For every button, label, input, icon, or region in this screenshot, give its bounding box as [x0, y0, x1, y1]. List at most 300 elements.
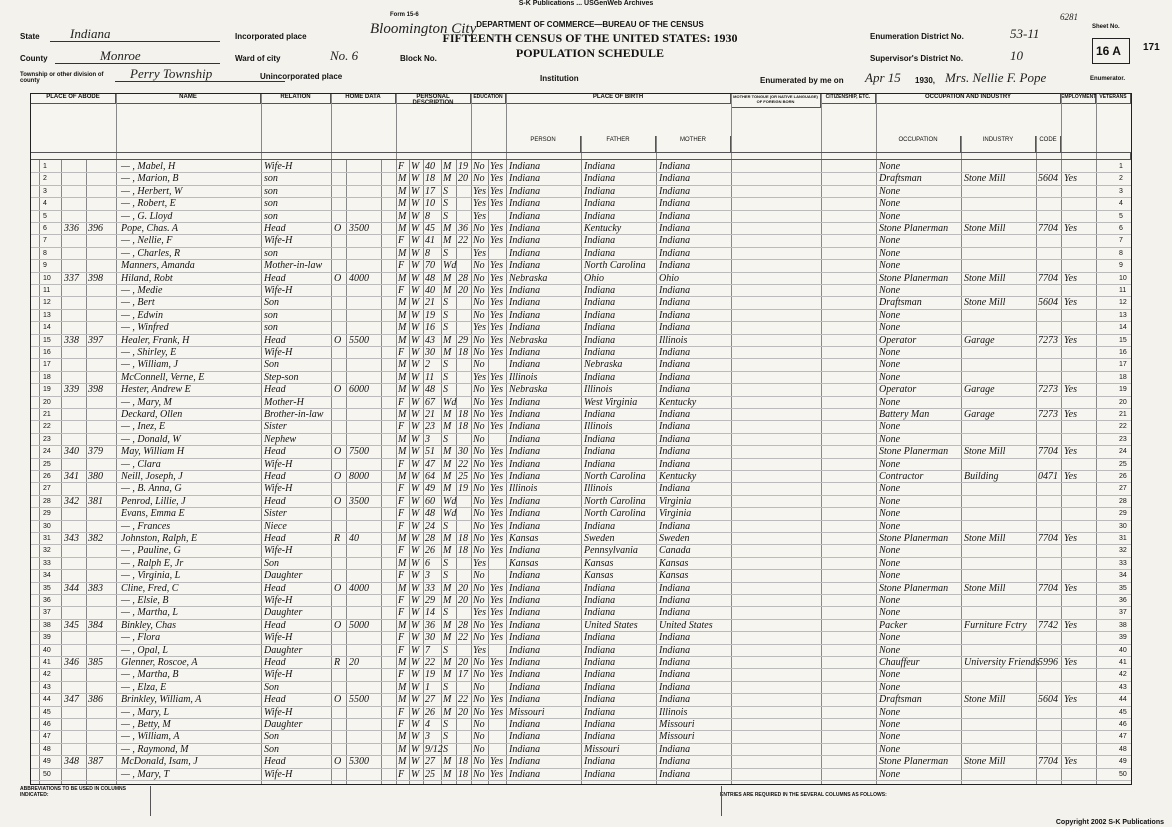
cell-sex: M [398, 371, 407, 383]
cell-val [349, 769, 381, 781]
cell-am [458, 322, 471, 334]
cell-ms: M [443, 409, 452, 420]
cell-fbp: Indiana [584, 706, 616, 718]
cell-ind [964, 545, 1036, 557]
cell-age: 16 [425, 322, 435, 334]
cell-fam [88, 769, 113, 781]
cell-fbp: Missouri [584, 743, 620, 755]
cell-dw: 336 [64, 223, 79, 234]
cell-fbp: Nebraska [584, 359, 623, 371]
cell-am [458, 397, 471, 409]
cell-ind [964, 719, 1036, 731]
cell-own [334, 310, 346, 322]
cell-ms: M [443, 694, 452, 706]
cell-emp [1064, 731, 1094, 743]
code-head: CODE [1036, 136, 1061, 152]
cell-code [1038, 545, 1061, 557]
table-row [31, 335, 1131, 347]
cell-rd: Yes [490, 309, 503, 321]
cell-rel: Wife-H [264, 458, 293, 470]
cell-fbp: Indiana [584, 198, 616, 210]
cell-race: W [411, 347, 420, 358]
cell-fam [88, 297, 113, 309]
cell-sex: F [398, 161, 405, 172]
cell-occ: Stone Planerman [879, 582, 949, 594]
cell-age: 1 [425, 681, 430, 693]
cell-age: 28 [425, 533, 435, 544]
table-row [31, 508, 1131, 520]
table-row [31, 496, 1131, 508]
table-row [31, 285, 1131, 297]
cell-sex: M [398, 322, 407, 334]
cell-own [334, 372, 346, 384]
cell-emp: Yes [1064, 173, 1077, 185]
cell-ind [964, 434, 1036, 446]
cell-bp: Indiana [509, 768, 541, 780]
cell-race: W [411, 756, 420, 768]
cell-rel: Wife-H [264, 768, 293, 780]
line-number: 14 [43, 324, 51, 332]
cell-sex: M [398, 185, 407, 197]
cell-own [334, 508, 346, 520]
cell-sch: No [473, 632, 485, 644]
line-number-right: 13 [1119, 311, 1127, 319]
cell-name: May, William H [121, 446, 185, 458]
cell-mbp: Indiana [659, 595, 691, 606]
table-row [31, 198, 1131, 210]
cell-rd: Yes [490, 384, 503, 396]
line-number-right: 18 [1119, 373, 1127, 381]
cell-sch: No [473, 285, 485, 296]
cell-emp [1064, 521, 1094, 533]
group-occupation: OCCUPATION AND INDUSTRY [876, 94, 1061, 104]
line-number-right: 15 [1119, 336, 1127, 344]
cell-rel: Sister [264, 421, 287, 433]
cell-age: 64 [425, 471, 435, 482]
cell-fbp: Indiana [584, 334, 616, 346]
cell-race: W [411, 247, 420, 259]
cell-am: 28 [458, 619, 468, 631]
cell-rel: Head [264, 756, 286, 768]
table-row [31, 347, 1131, 359]
cell-race: W [411, 309, 420, 321]
cell-fbp: Indiana [584, 657, 616, 668]
cell-occ: None [879, 285, 901, 296]
cell-age: 48 [425, 384, 435, 396]
cell-occ: None [879, 210, 901, 222]
cell-ind [964, 161, 1036, 173]
cell-mbp: Kansas [659, 557, 689, 569]
cell-code [1038, 211, 1061, 223]
cell-fbp: West Virginia [584, 396, 638, 408]
cell-sch: Yes [473, 644, 486, 656]
cell-bp: Indiana [509, 285, 541, 296]
cell-mbp: Missouri [659, 731, 695, 743]
cell-val [349, 310, 381, 322]
cell-code [1038, 595, 1061, 607]
cell-sch: No [473, 433, 485, 445]
cell-race: W [411, 619, 420, 631]
cell-val [349, 347, 381, 359]
cell-ms: M [443, 334, 452, 346]
cell-ms: M [443, 768, 452, 780]
cell-fbp: Kansas [584, 557, 614, 569]
cell-fam [88, 521, 113, 533]
cell-sex: F [398, 768, 405, 780]
cell-val [349, 508, 381, 520]
cell-dw: 341 [64, 471, 79, 482]
line-number-right: 31 [1119, 535, 1127, 542]
block-label: Block No. [400, 54, 437, 63]
cell-name: Glenner, Roscoe, A [121, 657, 198, 668]
cell-mbp: Indiana [659, 384, 691, 396]
cell-fbp: Indiana [584, 210, 616, 222]
cell-ind: University Friends [964, 657, 1040, 668]
cell-ms: S [443, 433, 448, 445]
cell-mbp: Indiana [659, 483, 691, 495]
cell-race: W [411, 446, 420, 458]
cell-occ: None [879, 719, 901, 730]
cell-fbp: Indiana [584, 247, 616, 259]
ed-value: 53-11 [1010, 26, 1040, 41]
cell-sch: No [473, 570, 485, 582]
cell-dw [64, 173, 86, 185]
cell-dw [64, 595, 86, 607]
cell-val [349, 235, 381, 247]
cell-race: W [411, 731, 420, 743]
cell-val [349, 434, 381, 446]
cell-name: — , Martha, B [121, 669, 179, 681]
cell-occ: None [879, 743, 901, 755]
cell-fbp: Indiana [584, 309, 616, 321]
cell-sch: No [473, 495, 485, 507]
sheet-number-box [1092, 38, 1130, 64]
cell-am [458, 645, 471, 657]
cell-sch: No [473, 706, 485, 718]
cell-race: W [411, 359, 420, 371]
cell-am: 22 [458, 458, 468, 470]
cell-ms: S [443, 607, 448, 619]
cell-fbp: Indiana [584, 582, 616, 594]
cell-occ: Stone Planerman [879, 272, 949, 284]
cell-sch: No [473, 297, 485, 309]
cell-own [334, 322, 346, 334]
cell-dw [64, 372, 86, 384]
cell-own [334, 632, 346, 644]
cell-rel: Nephew [264, 433, 297, 445]
cell-mbp: Indiana [659, 520, 691, 532]
cell-am [458, 310, 471, 322]
cell-sex: M [398, 359, 407, 371]
cell-emp [1064, 483, 1094, 495]
cell-mbp: Indiana [659, 768, 691, 780]
cell-dw [64, 260, 86, 272]
cell-code [1038, 434, 1061, 446]
cell-occ: None [879, 483, 901, 495]
line-number: 12 [43, 299, 51, 307]
line-number-right: 28 [1119, 497, 1127, 505]
cell-occ: None [879, 247, 901, 259]
cell-code [1038, 285, 1061, 297]
cell-ind [964, 595, 1036, 607]
dept-title: DEPARTMENT OF COMMERCE—BUREAU OF THE CENSUS [476, 20, 704, 29]
ward-label: Ward of city [235, 54, 281, 63]
cell-bp: Missouri [509, 706, 545, 718]
table-row [31, 632, 1131, 644]
cell-fbp: Ohio [584, 272, 604, 284]
cell-fam [88, 211, 113, 223]
cell-rd: Yes [490, 619, 503, 631]
cell-fbp: Illinois [584, 384, 613, 396]
cell-fam [88, 682, 113, 694]
cell-dw: 345 [64, 619, 79, 631]
line-number: 45 [43, 708, 51, 716]
cell-emp [1064, 545, 1094, 557]
cell-rel: Daughter [264, 570, 303, 582]
cell-am [458, 744, 471, 756]
cell-code: 7704 [1038, 223, 1058, 234]
line-number: 24 [43, 448, 51, 456]
cell-ms: M [443, 347, 452, 358]
cell-dw: 338 [64, 334, 79, 346]
cell-own [334, 235, 346, 247]
cell-rd: Yes [490, 706, 503, 718]
table-row [31, 521, 1131, 533]
cell-sch: No [473, 396, 485, 408]
cell-ms: S [443, 297, 448, 309]
cell-age: 17 [425, 185, 435, 197]
cell-race: W [411, 557, 420, 569]
cell-sex: M [398, 309, 407, 321]
cell-fbp: Kentucky [584, 223, 622, 234]
cell-own [334, 719, 346, 731]
cell-bp: Indiana [509, 409, 541, 420]
cell-name: — , Flora [121, 632, 161, 644]
cell-sch: No [473, 409, 485, 420]
cell-ind [964, 508, 1036, 520]
cell-dw [64, 508, 86, 520]
cell-emp [1064, 285, 1094, 297]
cell-occ: None [879, 396, 901, 408]
line-number-right: 49 [1119, 758, 1127, 766]
line-number: 34 [43, 572, 51, 580]
cell-val: 5500 [349, 694, 369, 706]
cell-code: 7273 [1038, 384, 1058, 396]
line-number: 18 [43, 373, 51, 381]
cell-ms: M [443, 285, 452, 296]
cell-mbp: Illinois [659, 706, 688, 718]
cell-rel: Step-son [264, 371, 299, 383]
line-number-right: 50 [1119, 770, 1127, 778]
cell-sex: F [398, 235, 405, 247]
cell-val [349, 211, 381, 223]
line-number: 6 [43, 225, 47, 232]
line-number: 17 [43, 361, 51, 369]
table-row [31, 756, 1131, 768]
cell-age: 6 [425, 557, 430, 569]
cell-name: Penrod, Lillie, J [121, 495, 186, 507]
line-number-right: 35 [1119, 584, 1127, 592]
cell-rd: Yes [490, 495, 503, 507]
cell-fbp: Sweden [584, 533, 615, 544]
line-number-right: 17 [1119, 361, 1127, 369]
cell-mbp: Indiana [659, 297, 691, 309]
cell-rd: Yes [490, 446, 503, 458]
cell-mbp: Indiana [659, 694, 691, 706]
cell-bp: Indiana [509, 185, 541, 197]
table-row [31, 483, 1131, 495]
cell-am: 20 [458, 285, 468, 296]
cell-race: W [411, 235, 420, 247]
cell-sex: M [398, 533, 407, 544]
cell-dw: 347 [64, 694, 79, 706]
cell-ms: M [443, 235, 452, 247]
cell-am: 18 [458, 347, 468, 358]
cell-code [1038, 669, 1061, 681]
line-number: 10 [43, 274, 51, 282]
group-relation: RELATION [261, 94, 331, 104]
cell-own [334, 347, 346, 359]
cell-dw [64, 570, 86, 582]
cell-bp: Indiana [509, 309, 541, 321]
cell-mbp: Indiana [659, 359, 691, 371]
cell-own [334, 669, 346, 681]
cell-emp [1064, 322, 1094, 334]
occupation-head: OCCUPATION [876, 136, 961, 152]
line-number-right: 43 [1119, 683, 1127, 691]
cell-sch: No [473, 173, 485, 185]
schedule-title: POPULATION SCHEDULE [515, 46, 665, 60]
cell-bp: Indiana [509, 756, 541, 768]
table-row [31, 173, 1131, 185]
cell-ind [964, 285, 1036, 297]
cell-mbp: Indiana [659, 657, 691, 668]
cell-mbp: Indiana [659, 446, 691, 458]
cell-rd: Yes [490, 235, 503, 247]
cell-mbp: Indiana [659, 756, 691, 768]
copyright: Copyright 2002 S-K Publications [1055, 819, 1164, 826]
line-number: 13 [43, 311, 51, 319]
line-number: 40 [43, 646, 51, 654]
cell-race: W [411, 520, 420, 532]
cell-bp: Indiana [509, 173, 541, 185]
cell-bp: Indiana [509, 595, 541, 606]
cell-occ: None [879, 557, 901, 569]
cell-ind [964, 211, 1036, 223]
birth-father-head: FATHER [581, 136, 656, 152]
cell-name: — , William, J [121, 359, 178, 371]
cell-emp: Yes [1064, 694, 1077, 706]
cell-code: 7704 [1038, 756, 1058, 768]
cell-mbp: Indiana [659, 409, 691, 420]
cell-occ: Stone Planerman [879, 446, 949, 458]
cell-ms: M [443, 533, 452, 544]
line-number-right: 44 [1119, 696, 1127, 704]
cell-rel: Son [264, 743, 279, 755]
cell-race: W [411, 768, 420, 780]
cell-rel: Daughter [264, 719, 303, 730]
cell-age: 70 [425, 260, 435, 272]
cell-am [458, 731, 471, 743]
cell-val [349, 719, 381, 731]
cell-sch: Yes [473, 371, 486, 383]
cell-bp: Indiana [509, 458, 541, 470]
cell-sex: M [398, 756, 407, 768]
cell-rd [490, 682, 506, 694]
cell-dw: 337 [64, 272, 79, 284]
cell-age: 30 [425, 632, 435, 644]
cell-occ: None [879, 595, 901, 606]
cell-sex: M [398, 247, 407, 259]
cell-rd: Yes [490, 297, 503, 309]
cell-bp: Kansas [509, 557, 539, 569]
cell-code [1038, 310, 1061, 322]
cell-code [1038, 632, 1061, 644]
line-number: 41 [43, 659, 51, 666]
cell-sex: M [398, 557, 407, 569]
cell-bp: Indiana [509, 681, 541, 693]
cell-age: 19 [425, 669, 435, 681]
cell-fbp: Indiana [584, 731, 616, 743]
cell-rel: Niece [264, 520, 287, 532]
cell-sex: F [398, 285, 405, 296]
cell-am [458, 260, 471, 272]
cell-fam: 396 [88, 223, 103, 234]
cell-age: 9/12 [425, 743, 443, 755]
cell-own [334, 359, 346, 371]
cell-emp: Yes [1064, 409, 1077, 420]
cell-fbp: Indiana [584, 595, 616, 606]
cell-rel: Son [264, 297, 279, 309]
line-number: 28 [43, 497, 51, 505]
cell-race: W [411, 694, 420, 706]
cell-emp: Yes [1064, 446, 1077, 458]
table-row [31, 260, 1131, 272]
cell-ind [964, 322, 1036, 334]
cell-own [334, 645, 346, 657]
cell-bp: Indiana [509, 644, 541, 656]
cell-ms: Wd [443, 495, 457, 507]
cell-sch: No [473, 161, 485, 172]
table-row [31, 471, 1131, 483]
cell-fbp: Indiana [584, 161, 616, 172]
census-header [20, 12, 1160, 90]
cell-bp: Indiana [509, 223, 541, 234]
cell-emp [1064, 496, 1094, 508]
industry-head: INDUSTRY [961, 136, 1036, 152]
cell-mbp: Indiana [659, 260, 691, 272]
cell-name: — , Edwin [121, 309, 163, 321]
cell-rel: Head [264, 471, 286, 482]
cell-am [458, 211, 471, 223]
cell-rel: Head [264, 495, 286, 507]
cell-val: 4000 [349, 272, 369, 284]
cell-rel: Wife-H [264, 632, 293, 644]
table-row [31, 645, 1131, 657]
cell-am [458, 508, 471, 520]
table-row [31, 434, 1131, 446]
cell-age: 30 [425, 347, 435, 358]
cell-sex: F [398, 260, 405, 272]
cell-race: W [411, 223, 420, 234]
cell-sch: No [473, 669, 485, 681]
cell-fbp: Pennsylvania [584, 545, 638, 557]
form-number: Form 15-6 [390, 12, 419, 18]
line-number-right: 29 [1119, 510, 1127, 518]
township-value: Perry Township [130, 66, 213, 81]
cell-age: 22 [425, 657, 435, 668]
line-number: 43 [43, 683, 51, 691]
